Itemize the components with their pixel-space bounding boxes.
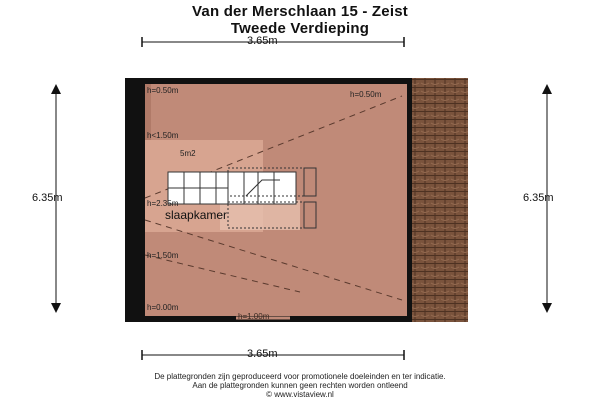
right-height-label: 6.35m — [523, 192, 554, 204]
height-label-floor: h=0.00m — [147, 303, 179, 312]
height-label-top-left: h=0.50m — [147, 86, 179, 95]
height-label-mid: h=2.35m — [147, 199, 179, 208]
height-label-bottom: h=1.00m — [238, 312, 270, 321]
height-label-top-right: h=0.50m — [350, 90, 382, 99]
height-label-lower: h=1.50m — [147, 251, 179, 260]
left-height-label: 6.35m — [32, 192, 63, 204]
bottom-width-label: 3.65m — [247, 348, 278, 360]
plan-title: Van der Merschlaan 15 - Zeist — [192, 3, 408, 20]
copyright: © www.vistaview.nl — [266, 390, 334, 399]
plan-subtitle: Tweede Verdieping — [230, 20, 370, 37]
roof-tiles — [412, 78, 468, 322]
top-width-label: 3.65m — [247, 35, 278, 47]
disclaimer-line-1: De plattegronden zijn geproduceerd voor promotionele doeleinden en ter indicatie. — [154, 372, 446, 381]
room-area: 5m2 — [180, 149, 196, 158]
room-name: slaapkamer — [165, 208, 228, 222]
disclaimer-line-2: Aan de plattegronden kunnen geen rechten worden ontleend — [192, 381, 408, 390]
height-label-upper: h<1.50m — [147, 131, 179, 140]
